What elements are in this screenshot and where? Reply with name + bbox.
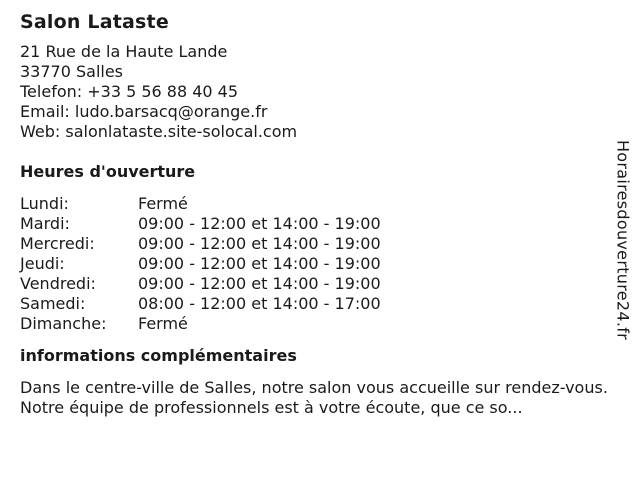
website-text: Web: salonlataste.site-solocal.com <box>20 122 298 141</box>
address-line-1: 21 Rue de la Haute Lande <box>20 42 228 61</box>
day-label: Samedi: <box>20 294 86 313</box>
time-value: 09:00 - 12:00 et 14:00 - 19:00 <box>138 254 381 273</box>
hours-table <box>20 194 620 334</box>
day-label: Vendredi: <box>20 274 96 293</box>
hours-row-dimanche <box>20 314 620 334</box>
hours-row-samedi <box>20 294 620 314</box>
time-value: 08:00 - 12:00 et 14:00 - 17:00 <box>138 294 381 313</box>
info-heading: informations complémentaires <box>20 346 297 365</box>
phone-text: Telefon: +33 5 56 88 40 45 <box>20 82 239 101</box>
hours-row-lundi <box>20 194 620 214</box>
address-line-2: 33770 Salles <box>20 62 124 81</box>
time-value: Fermé <box>138 314 188 333</box>
day-label: Mardi: <box>20 214 70 233</box>
time-value: 09:00 - 12:00 et 14:00 - 19:00 <box>138 274 381 293</box>
day-label: Lundi: <box>20 194 69 213</box>
time-value: 09:00 - 12:00 et 14:00 - 19:00 <box>138 214 381 233</box>
business-name: Salon Lataste <box>20 11 169 33</box>
info-text: Dans le centre-ville de Salles, notre salon vous accueille sur rendez-vous. Notre équipe de professionnels est à votre écoute, que ce so... <box>20 378 608 417</box>
hours-row-vendredi <box>20 274 620 294</box>
hours-heading: Heures d'ouverture <box>20 162 196 181</box>
business-card <box>20 10 620 418</box>
watermark-text: Horairesdouverture24.fr <box>613 139 633 341</box>
hours-row-mardi <box>20 214 620 234</box>
hours-row-mercredi <box>20 234 620 254</box>
hours-row-jeudi <box>20 254 620 274</box>
day-label: Mercredi: <box>20 234 95 253</box>
day-label: Jeudi: <box>20 254 65 273</box>
time-value: Fermé <box>138 194 188 213</box>
day-label: Dimanche: <box>20 314 107 333</box>
contact-block <box>20 42 620 142</box>
email-text: Email: ludo.barsacq@orange.fr <box>20 102 268 121</box>
time-value: 09:00 - 12:00 et 14:00 - 19:00 <box>138 234 381 253</box>
